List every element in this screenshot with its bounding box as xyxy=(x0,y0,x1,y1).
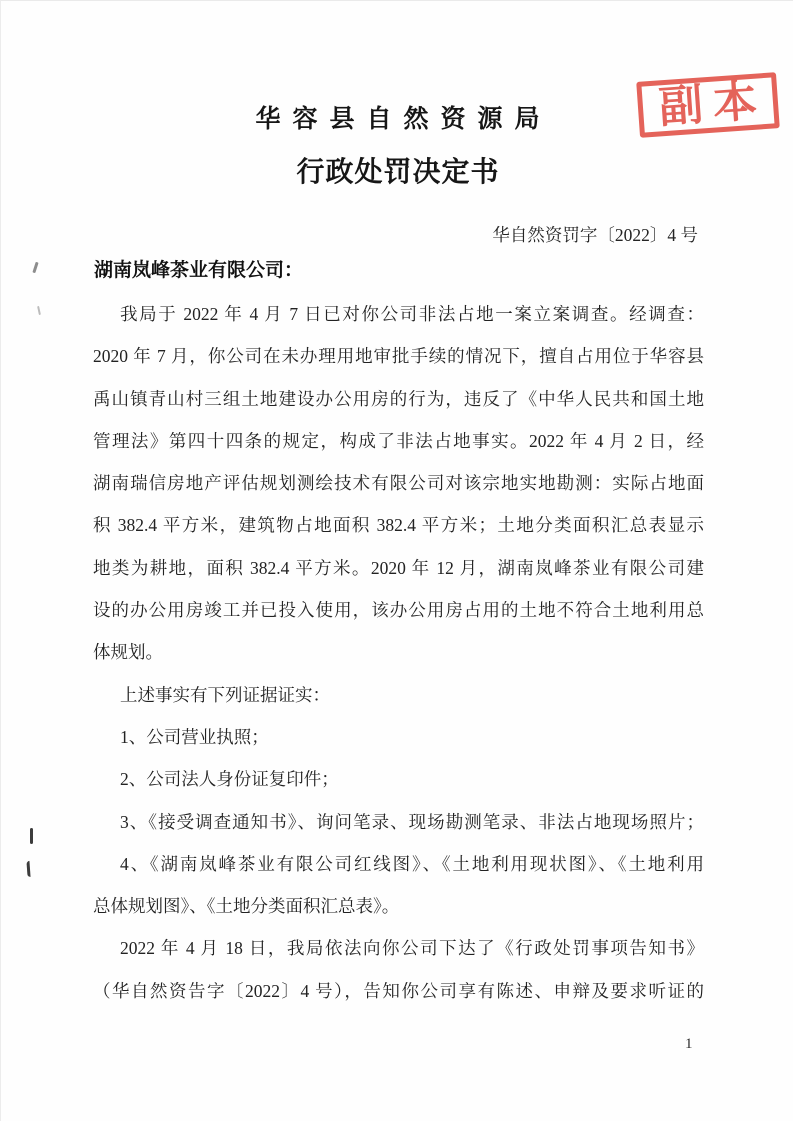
document-number: 华自然资罚字〔2022〕4 号 xyxy=(492,225,698,245)
body-line: 湖南瑞信房地产评估规划测绘技术有限公司对该宗地实地勘测：实际占地面 xyxy=(93,473,704,494)
body-line: 2、公司法人身份证复印件； xyxy=(120,769,339,790)
body-line: 积 382.4 平方米，建筑物占地面积 382.4 平方米；土地分类面积汇总表显示 xyxy=(93,515,704,536)
document-type-title: 行政处罚决定书 xyxy=(296,157,500,188)
body-line: 设的办公用房竣工并已投入使用，该办公用房占用的土地不符合土地利用总 xyxy=(93,600,704,621)
body-line: （华自然资告字〔2022〕4 号），告知你公司享有陈述、申辩及要求听证的 xyxy=(93,980,704,1001)
body-line: 2020 年 7 月，你公司在未办理用地审批手续的情况下，擅自占用位于华容县 xyxy=(93,346,704,367)
body-line: 4、《湖南岚峰茶业有限公司红线图》、《土地利用现状图》、《土地利用 xyxy=(120,853,704,874)
addressee: 湖南岚峰茶业有限公司： xyxy=(94,260,304,281)
copy-stamp-text: 副本 xyxy=(657,75,769,133)
body-line: 2022 年 4 月 18 日，我局依法向你公司下达了《行政处罚事项告知书》 xyxy=(120,938,704,959)
body-line: 地类为耕地，面积 382.4 平方米。2020 年 12 月，湖南岚峰茶业有限公司建 xyxy=(93,557,704,578)
body-line: 总体规划图》、《土地分类面积汇总表》。 xyxy=(93,896,400,917)
scan-artifact xyxy=(32,262,38,273)
body-line: 体规划。 xyxy=(93,642,163,663)
body-line: 3、《接受调查通知书》、询问笔录、现场勘测笔录、非法占地现场照片； xyxy=(120,811,704,832)
body-line: 禹山镇青山村三组土地建设办公用房的行为，违反了《中华人民共和国土地 xyxy=(93,388,704,409)
letter-body xyxy=(93,293,704,1012)
body-line: 上述事实有下列证据证实： xyxy=(120,684,330,705)
body-line: 管理法》第四十四条的规定，构成了非法占地事实。2022 年 4 月 2 日，经 xyxy=(93,430,704,451)
issuing-authority-title: 华容县自然资源局 xyxy=(255,106,552,133)
body-line: 1、公司营业执照； xyxy=(120,726,269,747)
page-number: 1 xyxy=(685,1036,693,1052)
scan-artifact xyxy=(30,828,33,844)
body-line: 我局于 2022 年 4 月 7 日已对你公司非法占地一案立案调查。经调查： xyxy=(120,304,704,324)
scan-artifact xyxy=(37,306,41,315)
scan-artifact xyxy=(26,861,30,877)
